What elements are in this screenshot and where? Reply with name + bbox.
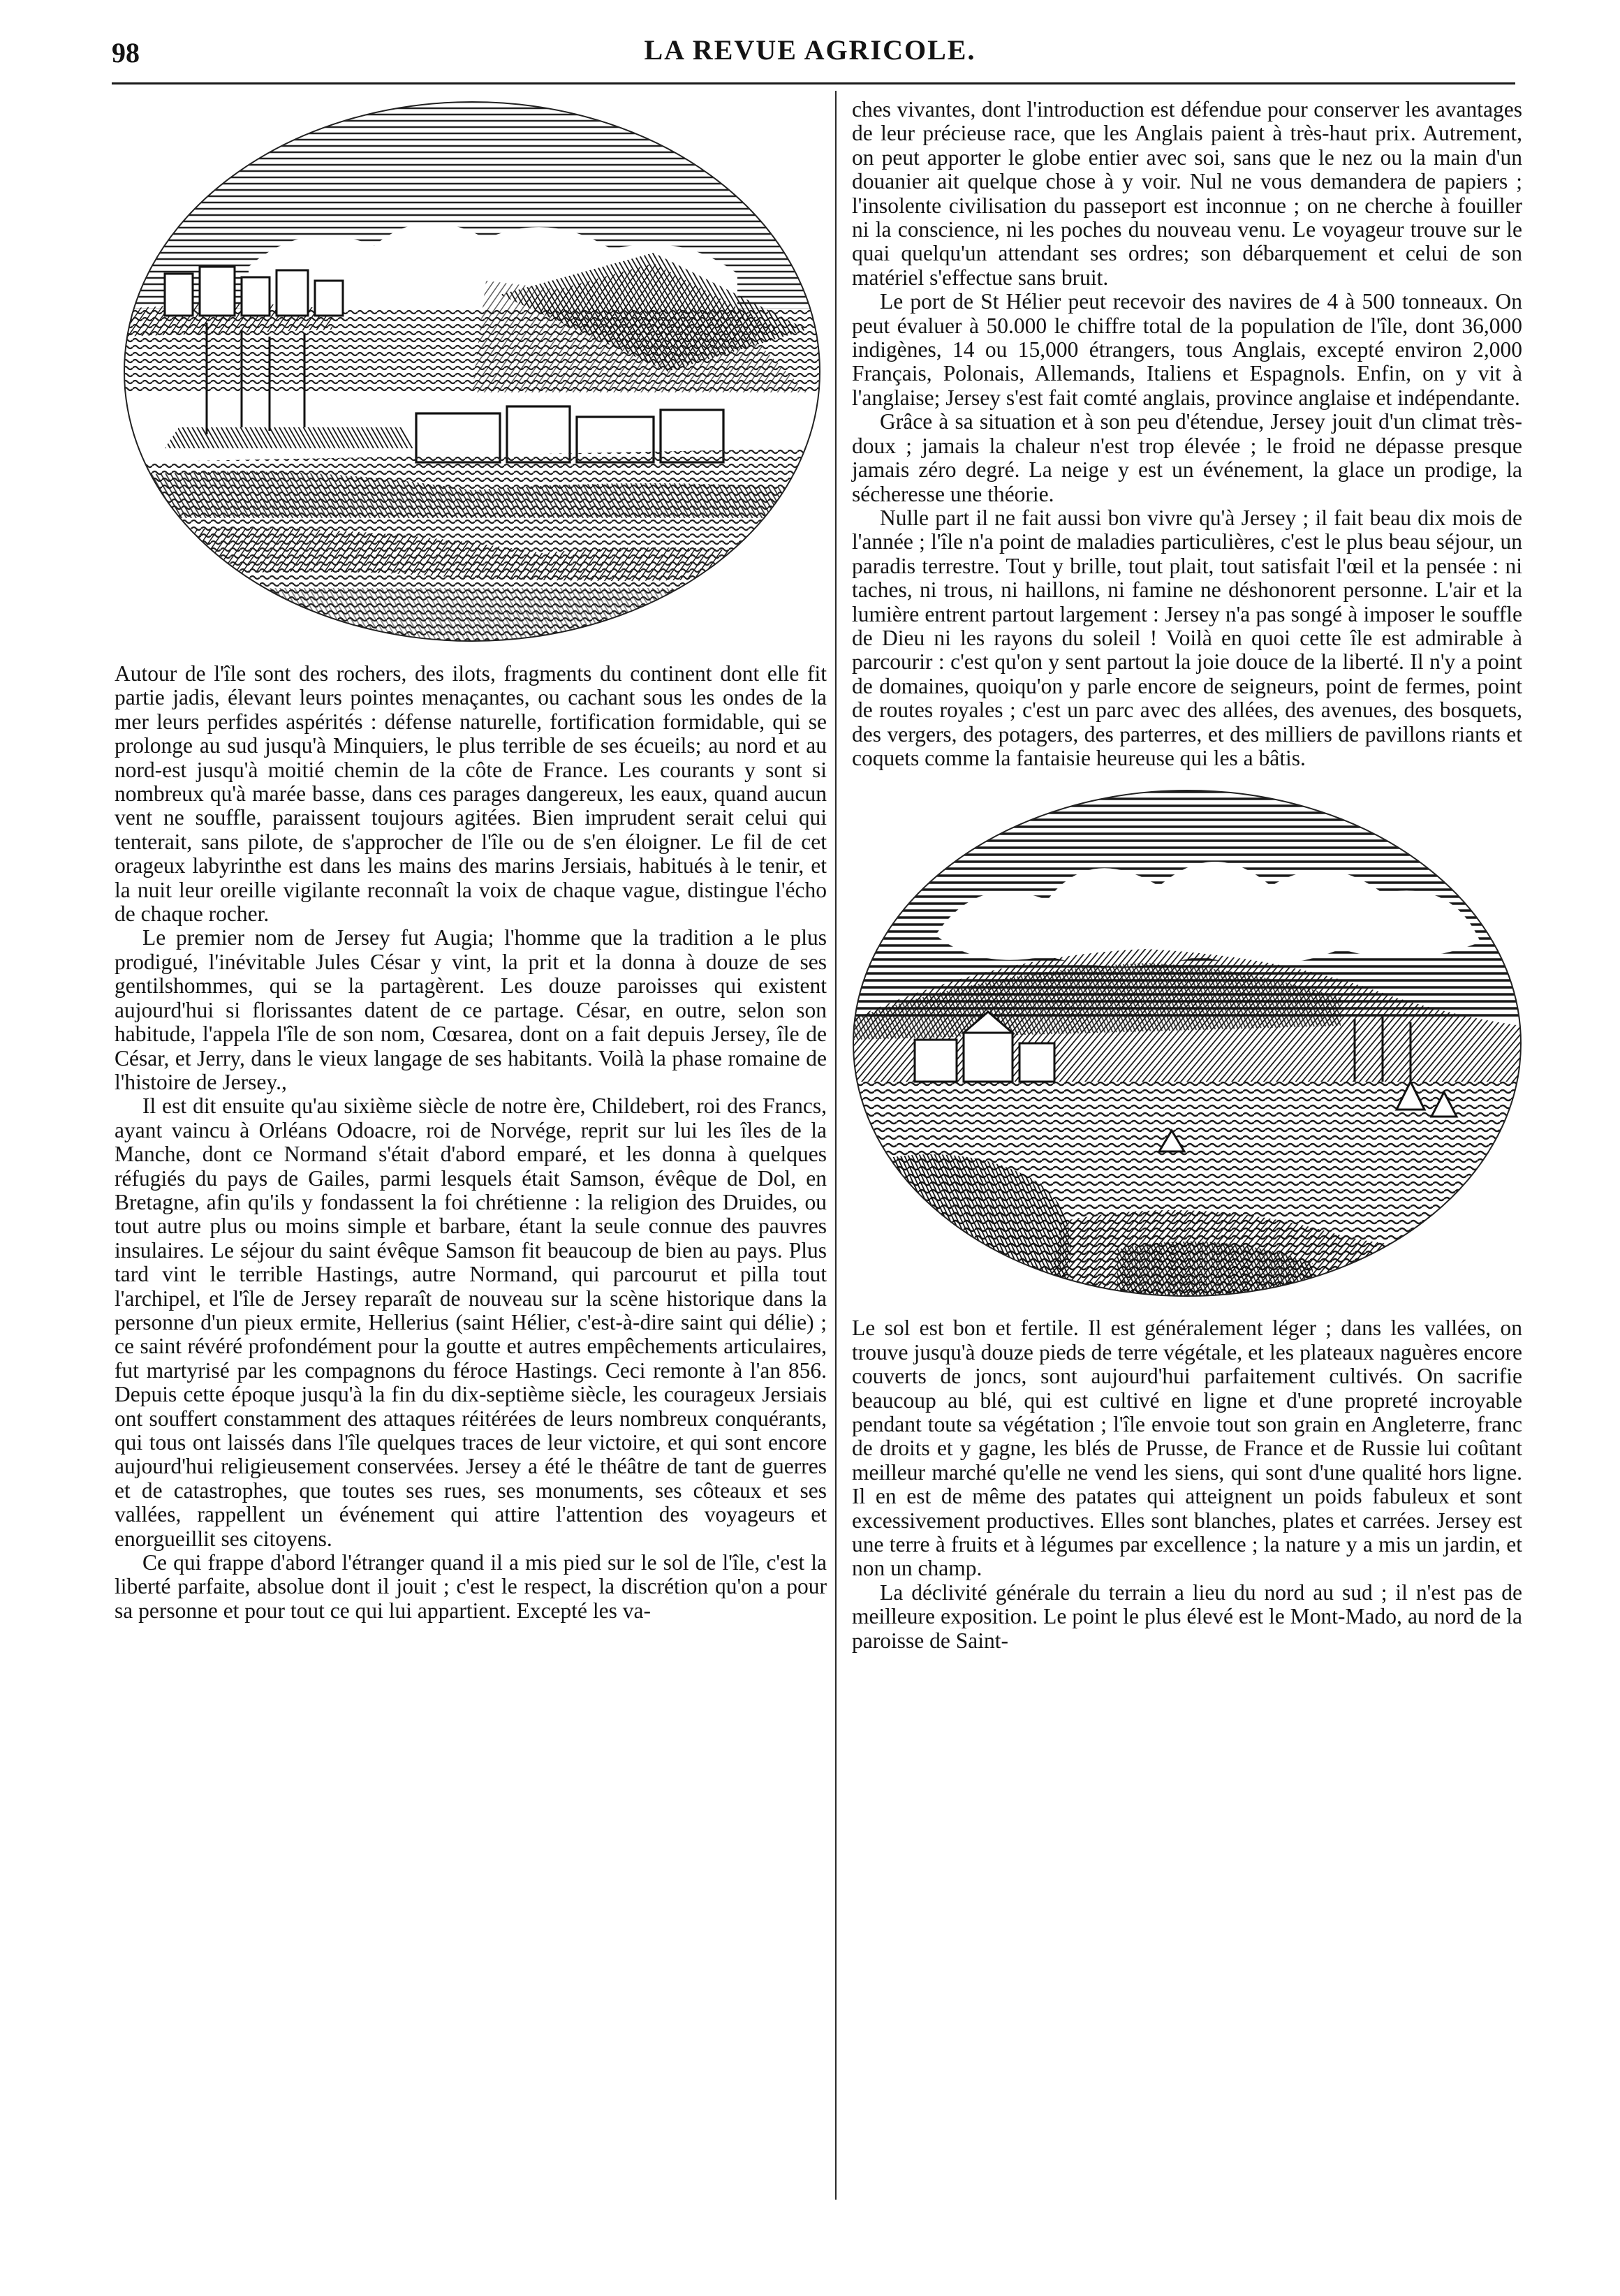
- paragraph: Le sol est bon et fertile. Il est généralement léger ; dans les vallées, on trouve jusqu'à douze pieds de terre végétale, et les plateaux naguères encore couverts de joncs, sont aujourd'hui parfaitement cultivés. On sacrifie beaucoup au blé, qui est cultivé en ligne et d'une propreté incroyable pendant toute sa végétation ; l'île envoie tout son grain en Angleterre, franc de droits et y gagne, les blés de Prusse, de France et de Russie lui coûtant meilleur marché qu'elle ne vend les siens, qui sont d'une qualité hors ligne. Il en est de même des patates qui atteignent un poids fabuleux et sont excessivement productives. Elles sont blanches, plates et carrées. Jersey est une terre à fruits et à légumes par excellence ; la nature y a mis un jardin, et non un champ.: [852, 1316, 1522, 1581]
- column-divider: [835, 91, 837, 2200]
- paragraph: Le premier nom de Jersey fut Augia; l'homme que la tradition a le plus prodigué, l'inévitable Jules César y vint, la prit et la donna à douze de ses gentilshommes, qui se la partagèrent. Les douze paroisses qui existent aujourd'hui si florissantes datent de ce partage. César, en outre, selon son habitude, l'appela l'île de son nom, Cœsarea, dont on a fait depuis Jersey, île de César, et Jerry, dans le vieux langage de ses habitants. Voilà la phase romaine de l'histoire de Jersey.,: [115, 925, 827, 1094]
- paragraph: Nulle part il ne fait aussi bon vivre qu'à Jersey ; il fait beau dix mois de l'année ; l'île n'a point de maladies particulières, c'est le plus beau séjour, un paradis terrestre. Tout y brille, tout plait, tout satisfait l'œil et la pensée : ni taches, ni trous, ni haillons, ni famine ne déshonorent personne. L'air et la lumière entrent partout largement : Jersey n'a pas songé à imposer le souffle de Dieu ni les rayons du soleil ! Voilà en quoi cette île est admirable à parcourir : c'est qu'on y sent partout la joie douce de la liberté. Il n'y a point de domaines, quoiqu'on y parle encore de seigneurs, point de fermes, point de routes royales ; c'est un parc avec des allées, des avenues, des bosquets, des vergers, des potagers, des parterres, et des milliers de pavillons riants et coquets comme la fantaisie heureuse qui les a bâtis.: [852, 505, 1522, 770]
- header-rule: [112, 82, 1515, 84]
- journal-title: LA REVUE AGRICOLE.: [644, 34, 976, 66]
- engraving-coastal-bay: [852, 788, 1522, 1298]
- paragraph: Il est dit ensuite qu'au sixième siècle de notre ère, Childebert, roi des Francs, ayant vaincu à Orléans Odoacre, roi de Norvége, reprit sur lui les îles de la Manche, dont ce Normand s'était d'abord emparé, et les donna à quelques réfugiés du pays de Gailes, parmi lesquels était Samson, évêque de Dol, en Bretagne, afin qu'ils y fondassent la foi chrétienne : la religion des Druides, ou tout autre plus ou moins simple et barbare, étant la seule connue des pauvres insulaires. Le séjour du saint évêque Samson fit beaucoup de bien au pays. Plus tard vint le terrible Hastings, autre Normand, qui parcourut et pilla tout l'archipel, et l'île de Jersey reparaît de nouveau sur la scène historique dans la personne d'un pieux ermite, Hellerius (saint Hélier, c'est-à-dire saint qui délie) ; ce saint révéré profondément pour la goutte et autres empêchements articulaires, fut martyrisé par les compagnons du féroce Hastings. Ceci remonte à l'an 856. Depuis cette époque jusqu'à la fin du dix-septième siècle, les courageux Jersiais ont souffert constamment des attaques réitérées de leurs nombreux conquérants, qui tous ont laissés dans l'île quelques traces de leur victoire, et qui sont encore aujourd'hui religieusement conservées. Jersey a été le théâtre de tant de guerres et de catastrophes, que toutes ses rues, ses monuments, ses côteaux et ses vallées, rappellent un événement qui attire l'attention des voyageurs et enorgueillit ses citoyens.: [115, 1094, 827, 1551]
- left-column: [115, 98, 827, 1623]
- right-column: [852, 98, 1522, 1653]
- paragraph: Grâce à sa situation et à son peu d'étendue, Jersey jouit d'un climat très-doux ; jamais la chaleur n'est trop élevée ; le froid ne dépasse presque jamais zéro degré. La neige y est un événement, la glace un prodige, la sécheresse une théorie.: [852, 409, 1522, 506]
- paragraph: La déclivité générale du terrain a lieu du nord au sud ; il n'est pas de meilleure exposition. Le point le plus élevé est le Mont-Mado, au nord de la paroisse de Saint-: [852, 1580, 1522, 1653]
- paragraph: Autour de l'île sont des rochers, des ilots, fragments du continent dont elle fit partie jadis, élevant leurs pointes menaçantes, ou cachant sous les ondes de la mer leurs perfides aspérités : défense naturelle, fortification formidable, qui se prolonge au sud jusqu'à Minquiers, le plus terrible de ses écueils; au nord et au nord-est jusqu'à moitié chemin de la côte de France. Les courants y sont si nombreux qu'à marée basse, dans ces parages dangereux, les eaux, quand aucun vent ne souffle, paraissent toujours agitées. Bien imprudent serait celui qui tenterait, sans pilote, de s'approcher de l'île ou de s'en éloigner. Le fil de cet orageux labyrinthe est dans les mains des marins Jersiais, habitués à le tenir, et la nuit leur oreille vigilante reconnaît la voix de chaque vague, distingue l'écho de chaque rocher.: [115, 661, 827, 927]
- paragraph: ches vivantes, dont l'introduction est défendue pour conserver les avantages de leur précieuse race, que les Anglais paient à très-haut prix. Autrement, on peut apporter le globe entier avec soi, sans que le nez ou la main d'un douanier ait quelque chose à y voir. Nul ne vous demandera de papiers ; l'insolente civilisation du passeport est inconnue ; on ne cherche à fouiller ni la conscience, ni les poches du nouveau venu. Le voyageur trouve sur le quai quelqu'un attendant ses ordres; son débarquement et celui de son matériel s'effectue sans bruit.: [852, 97, 1522, 290]
- engraving-harbour-town: [123, 99, 821, 644]
- paragraph: Le port de St Hélier peut recevoir des navires de 4 à 500 tonneaux. On peut évaluer à 50.000 le chiffre total de la population de l'île, dont 36,000 indigènes, 14 ou 15,000 étrangers, tous Anglais, excepté environ 2,000 Français, Polonais, Allemands, Italiens et Espagnols. Enfin, on y vit à l'anglaise; Jersey s'est fait comté anglais, province anglaise et indépendante.: [852, 289, 1522, 410]
- page-number: 98: [112, 37, 140, 68]
- paragraph: Ce qui frappe d'abord l'étranger quand il a mis pied sur le sol de l'île, c'est la liberté parfaite, absolue dont il jouit ; c'est le respect, la discrétion qu'on a pour sa personne et pour tout ce qui lui appartient. Excepté les va-: [115, 1550, 827, 1623]
